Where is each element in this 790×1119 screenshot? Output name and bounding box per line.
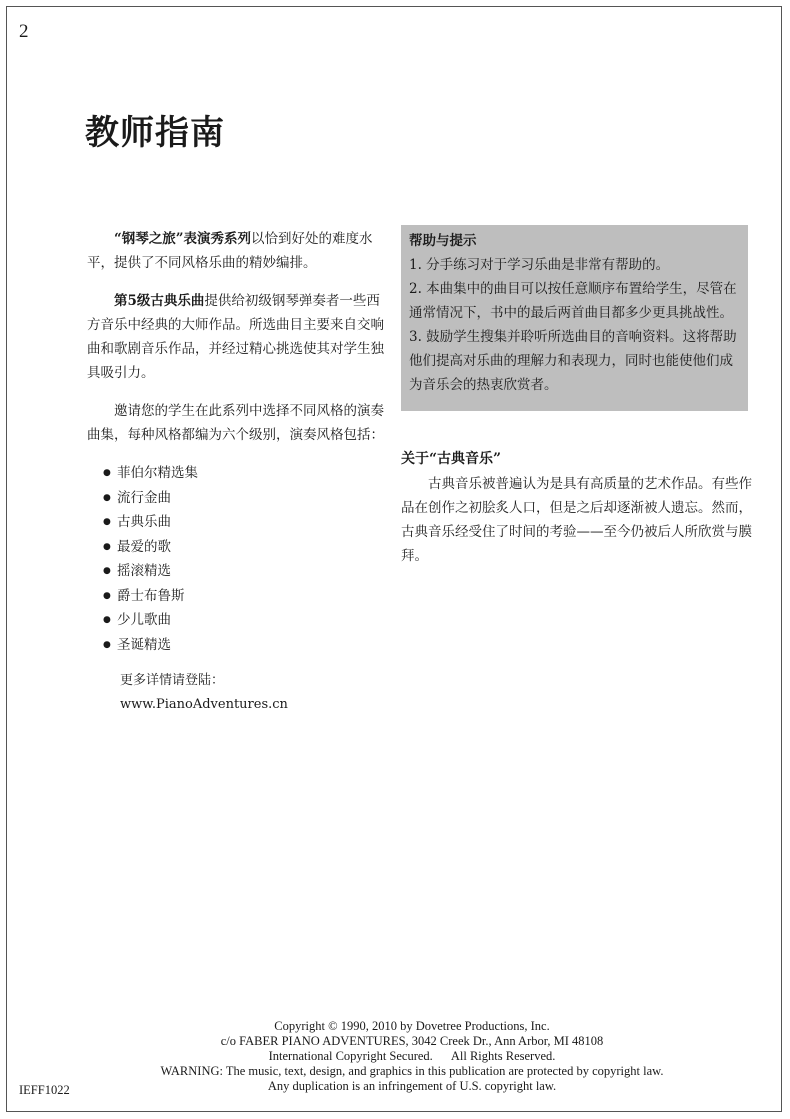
tips-item: 3. 鼓励学生搜集并聆听所选曲目的音响资料。这将帮助他们提高对乐曲的理解力和表现力，同时也能使他们成为音乐会的热衷欣赏者。 bbox=[409, 329, 737, 393]
style-list-item: ● 爵士布鲁斯 bbox=[105, 584, 387, 609]
tips-item: 1. 分手练习对于学习乐曲是非常有帮助的。 bbox=[409, 257, 670, 273]
copyright-line: WARNING: The music, text, design, and graphics in this publication are protected by copyright law. bbox=[160, 1064, 664, 1078]
more-info-label: 更多详情请登陆： bbox=[120, 673, 225, 688]
level-text: 提供给初级钢琴弹奏者一些西方音乐中经典的大师作品。所选曲目主要来自交响曲和歌剧音乐作品，并经过精心挑选使其对学生独具吸引力。 bbox=[87, 293, 384, 381]
website-link: www.PianoAdventures.cn bbox=[120, 697, 288, 712]
intro-paragraph-level bbox=[87, 289, 387, 385]
page-number: 2 bbox=[19, 21, 29, 42]
style-list-item: ● 摇滚精选 bbox=[105, 559, 387, 584]
style-list-item: ● 古典乐曲 bbox=[105, 510, 387, 535]
about-heading: 关于“古典音乐” bbox=[401, 451, 502, 467]
intro-paragraph-series bbox=[87, 227, 387, 275]
series-text: 以恰到好处的难度水平，提供了不同风格乐曲的精妙编排。 bbox=[87, 231, 373, 271]
style-list-item: ● 流行金曲 bbox=[105, 486, 387, 511]
page bbox=[6, 6, 782, 1112]
style-list-item: ● 最爱的歌 bbox=[105, 535, 387, 560]
series-name: “钢琴之旅”表演秀系列 bbox=[114, 231, 252, 247]
copyright-line: Copyright © 1990, 2010 by Dovetree Productions, Inc. bbox=[274, 1019, 550, 1033]
style-list-item: ● 菲伯尔精选集 bbox=[105, 461, 387, 486]
style-list-item: ● 圣诞精选 bbox=[105, 633, 387, 658]
tips-item: 2. 本曲集中的曲目可以按任意顺序布置给学生，尽管在通常情况下，书中的最后两首曲目都多少更具挑战性。 bbox=[409, 281, 737, 321]
tips-box bbox=[401, 225, 748, 411]
left-column bbox=[87, 227, 387, 717]
copyright-line: Any duplication is an infringement of U.S. copyright law. bbox=[267, 1079, 557, 1093]
copyright-line: International Copyright Secured. All Rights Reserved. bbox=[268, 1049, 556, 1063]
copyright-notice bbox=[107, 1019, 717, 1094]
catalog-code: IEFF1022 bbox=[19, 1083, 70, 1097]
style-list bbox=[87, 461, 387, 657]
level-name: 第5级古典乐曲 bbox=[114, 293, 205, 309]
style-list-item: ● 少儿歌曲 bbox=[105, 608, 387, 633]
tips-heading: 帮助与提示 bbox=[409, 233, 477, 249]
page-title: 教师指南 bbox=[85, 113, 225, 153]
more-info bbox=[87, 669, 387, 717]
intro-paragraph-invite: 邀请您的学生在此系列中选择不同风格的演奏曲集，每种风格都编为六个级别，演奏风格包括： bbox=[87, 403, 384, 443]
about-body: 古典音乐被普遍认为是具有高质量的艺术作品。有些作品在创作之初脍炙人口，但是之后却逐渐被人遗忘。然而，古典音乐经受住了时间的考验——至今仍被后人所欣赏与膜拜。 bbox=[401, 476, 752, 564]
copyright-line: c/o FABER PIANO ADVENTURES, 3042 Creek Dr., Ann Arbor, MI 48108 bbox=[220, 1034, 604, 1048]
